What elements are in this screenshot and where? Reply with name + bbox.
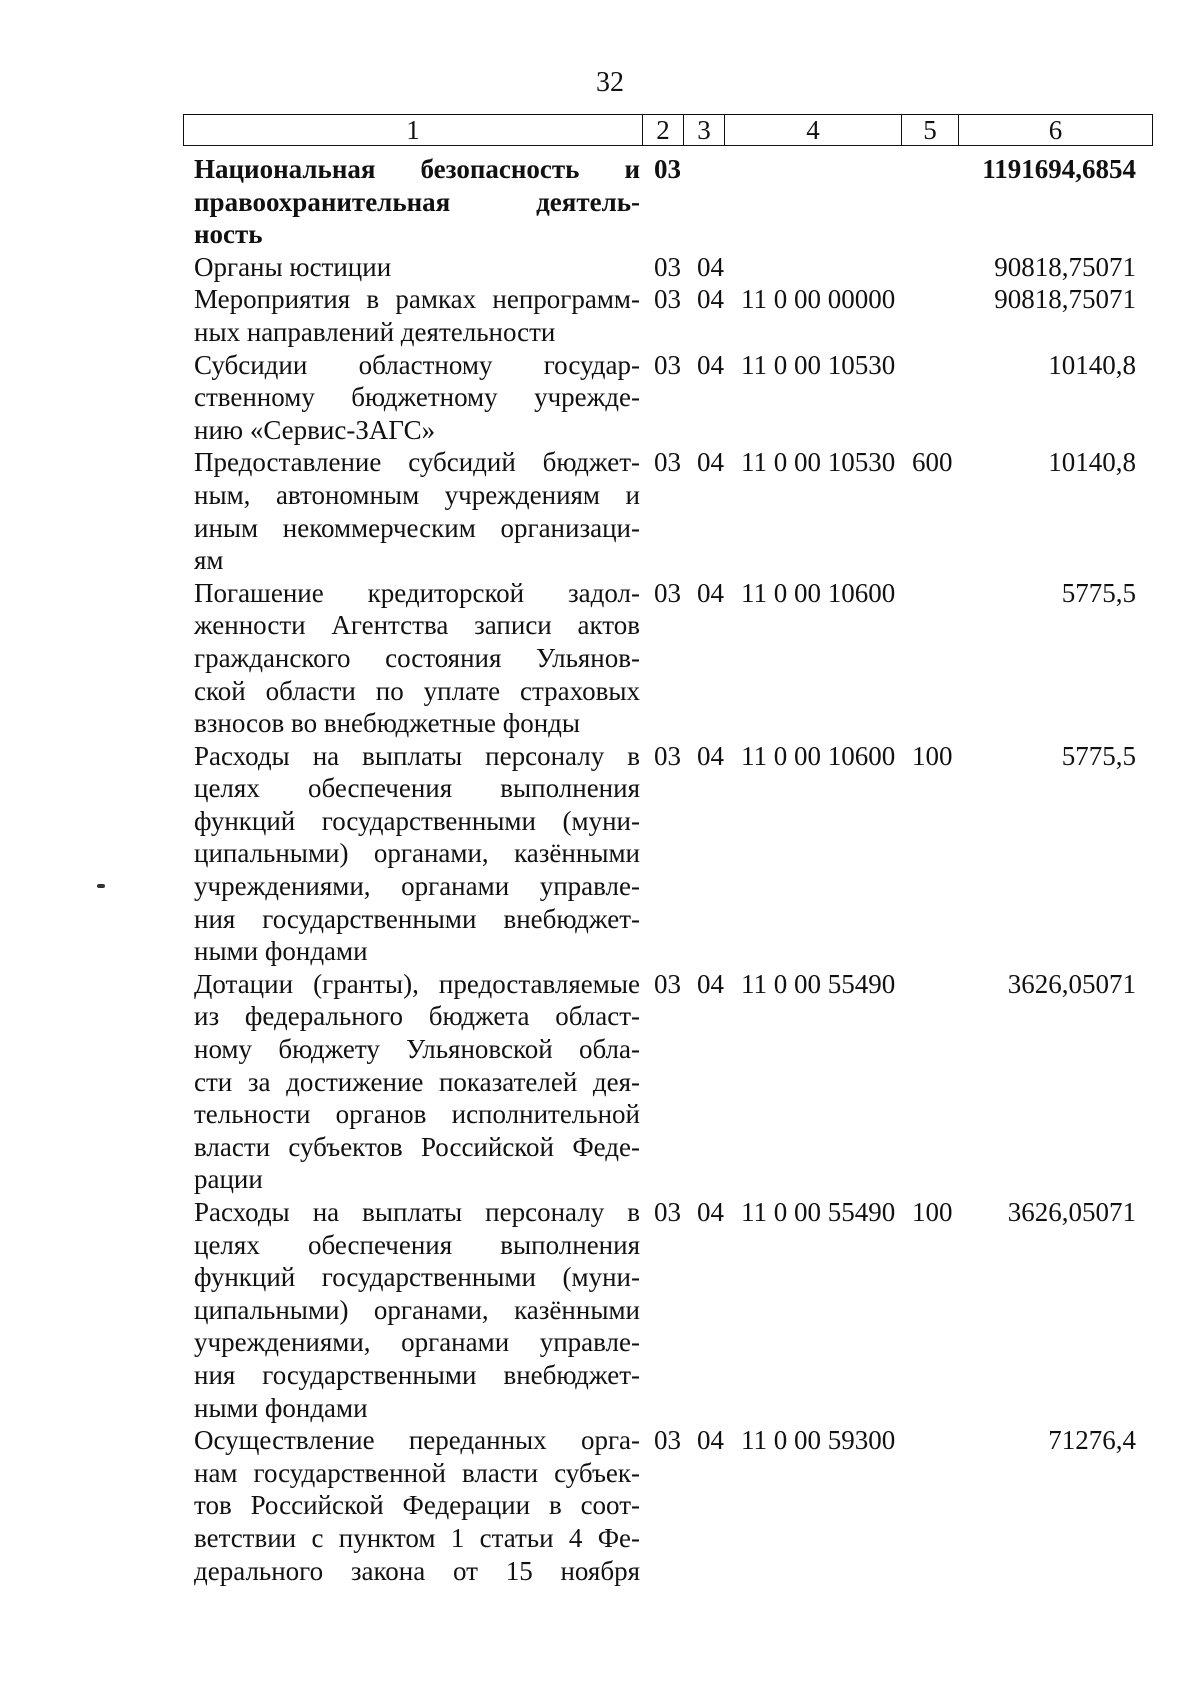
description-line: учреждениями, органами управле- (194, 871, 640, 902)
row-col-3: 04 (697, 349, 724, 380)
row-col-6: 10140,8 (1048, 349, 1136, 380)
row-col-4: 11 0 00 10530 (741, 447, 896, 478)
row-description (194, 251, 640, 284)
description-line: взносов во внебюджетные фонды (194, 708, 581, 739)
row-col-4: 11 0 00 55490 (741, 1197, 896, 1227)
row-col-3: 04 (697, 284, 724, 315)
description-line: целях обеспечения выполнения (194, 773, 640, 804)
description-line: Погашение кредиторской задол- (194, 577, 640, 608)
description-line: дерального закона от 15 ноября (194, 1555, 640, 1586)
row-col-6: 10140,8 (1048, 447, 1136, 478)
row-description (194, 283, 640, 348)
row-description (194, 1196, 640, 1424)
row-description (194, 740, 640, 968)
description-line: ных направлений деятельности (194, 316, 556, 347)
header-col-5: 5 (902, 115, 959, 146)
description-line: Органы юстиции (194, 251, 392, 282)
description-line: ственному бюджетному учрежде- (194, 382, 640, 413)
row-col-4: 11 0 00 10600 (741, 740, 896, 771)
description-line: ность (194, 219, 263, 250)
row-col-3: 04 (697, 740, 724, 771)
page-number: 32 (596, 67, 624, 98)
row-col-3: 04 (697, 1425, 724, 1456)
row-col-3: 04 (697, 447, 724, 478)
row-col-2: 03 (654, 284, 681, 315)
scan-mark (97, 884, 105, 888)
description-line: тельности органов исполнительной (194, 1099, 640, 1130)
description-line: гражданского состояния Ульянов- (194, 642, 640, 673)
row-col-6: 3626,05071 (1007, 1197, 1136, 1227)
table-row (194, 577, 1154, 740)
description-line: Субсидии областному государ- (194, 349, 640, 380)
table-row (194, 1424, 1154, 1587)
description-line: Осуществление переданных орга- (194, 1425, 640, 1456)
row-col-4: 11 0 00 10600 (741, 577, 896, 608)
table-row (194, 283, 1154, 348)
description-line: ветствии с пунктом 1 статьи 4 Фе- (194, 1522, 640, 1553)
header-col-3: 3 (684, 115, 725, 146)
row-col-3: 04 (697, 1197, 724, 1227)
row-col-4: 11 0 00 00000 (741, 284, 896, 315)
description-line: ципальными) органами, казёнными (194, 1294, 640, 1325)
row-col-4: 11 0 00 55490 (741, 968, 896, 999)
row-col-5: 100 (912, 1197, 953, 1227)
table-row (194, 1196, 1154, 1424)
row-description (194, 1424, 640, 1587)
description-line: учреждениями, органами управле- (194, 1327, 640, 1358)
row-col-6: 5775,5 (1061, 577, 1136, 608)
row-col-4: 11 0 00 59300 (741, 1425, 896, 1456)
description-line: нам государственной власти субъек- (194, 1457, 640, 1488)
header-col-2: 2 (643, 115, 684, 146)
description-line: правоохранительная деятель- (194, 186, 640, 217)
row-col-2: 03 (654, 349, 681, 380)
description-line: ными фондами (194, 936, 368, 967)
row-col-2: 03 (654, 740, 681, 771)
row-col-5: 600 (912, 447, 953, 478)
description-line: рации (194, 1164, 263, 1195)
description-line: функций государственными (муни- (194, 805, 640, 836)
row-description (194, 577, 640, 740)
table-row (194, 153, 1154, 251)
description-line: Национальная безопасность и (194, 154, 640, 184)
description-line: ципальными) органами, казёнными (194, 838, 640, 869)
description-line: Расходы на выплаты персоналу в (194, 1197, 640, 1227)
table-row (194, 740, 1154, 968)
description-line: ния государственными внебюджет- (194, 1359, 640, 1390)
description-line: функций государственными (муни- (194, 1262, 640, 1293)
description-line: Расходы на выплаты персоналу в (194, 740, 640, 771)
row-col-2: 03 (654, 251, 681, 282)
description-line: ям (194, 545, 224, 576)
description-line: ния государственными внебюджет- (194, 903, 640, 934)
description-line: целях обеспечения выполнения (194, 1229, 640, 1260)
description-line: нию «Сервис-ЗАГС» (194, 414, 436, 445)
description-line: иным некоммерческим организаци- (194, 512, 640, 543)
row-col-2: 03 (654, 1197, 681, 1227)
row-col-2: 03 (654, 154, 681, 184)
row-col-6: 90818,75071 (994, 284, 1136, 315)
row-col-3: 04 (697, 251, 724, 282)
header-col-1: 1 (184, 115, 643, 146)
row-col-4: 11 0 00 10530 (741, 349, 896, 380)
description-line: Дотации (гранты), предоставляемые (194, 968, 640, 999)
row-description (194, 446, 640, 576)
description-line: ному бюджету Ульяновской обла- (194, 1034, 640, 1065)
row-col-6: 90818,75071 (994, 251, 1136, 282)
table-header (183, 114, 1153, 146)
row-col-3: 04 (697, 968, 724, 999)
description-line: Предоставление субсидий бюджет- (194, 447, 640, 478)
budget-table-body (194, 153, 1154, 1587)
description-line: Мероприятия в рамках непрограмм- (194, 284, 640, 315)
header-col-4: 4 (725, 115, 902, 146)
table-row (194, 349, 1154, 447)
description-line: тов Российской Федерации в соот- (194, 1490, 640, 1521)
row-description (194, 968, 640, 1196)
row-col-2: 03 (654, 1425, 681, 1456)
description-line: ным, автономным учреждениям и (194, 479, 640, 510)
description-line: ными фондами (194, 1392, 368, 1423)
row-col-2: 03 (654, 577, 681, 608)
row-col-6: 5775,5 (1061, 740, 1136, 771)
row-col-5: 100 (912, 740, 953, 771)
description-line: сти за достижение показателей дея- (194, 1066, 640, 1097)
description-line: ской области по уплате страховых (194, 675, 640, 706)
row-col-6: 71276,4 (1048, 1425, 1136, 1456)
description-line: власти субъектов Российской Феде- (194, 1131, 640, 1162)
description-line: из федерального бюджета област- (194, 1001, 640, 1032)
row-col-6: 3626,05071 (1007, 968, 1136, 999)
row-col-2: 03 (654, 968, 681, 999)
row-description (194, 349, 640, 447)
row-col-6: 1191694,6854 (982, 154, 1136, 184)
header-col-6: 6 (959, 115, 1153, 146)
description-line: женности Агентства записи актов (194, 610, 640, 641)
row-description (194, 153, 640, 251)
row-col-2: 03 (654, 447, 681, 478)
table-row (194, 251, 1154, 284)
table-row (194, 968, 1154, 1196)
table-row (194, 446, 1154, 576)
row-col-3: 04 (697, 577, 724, 608)
